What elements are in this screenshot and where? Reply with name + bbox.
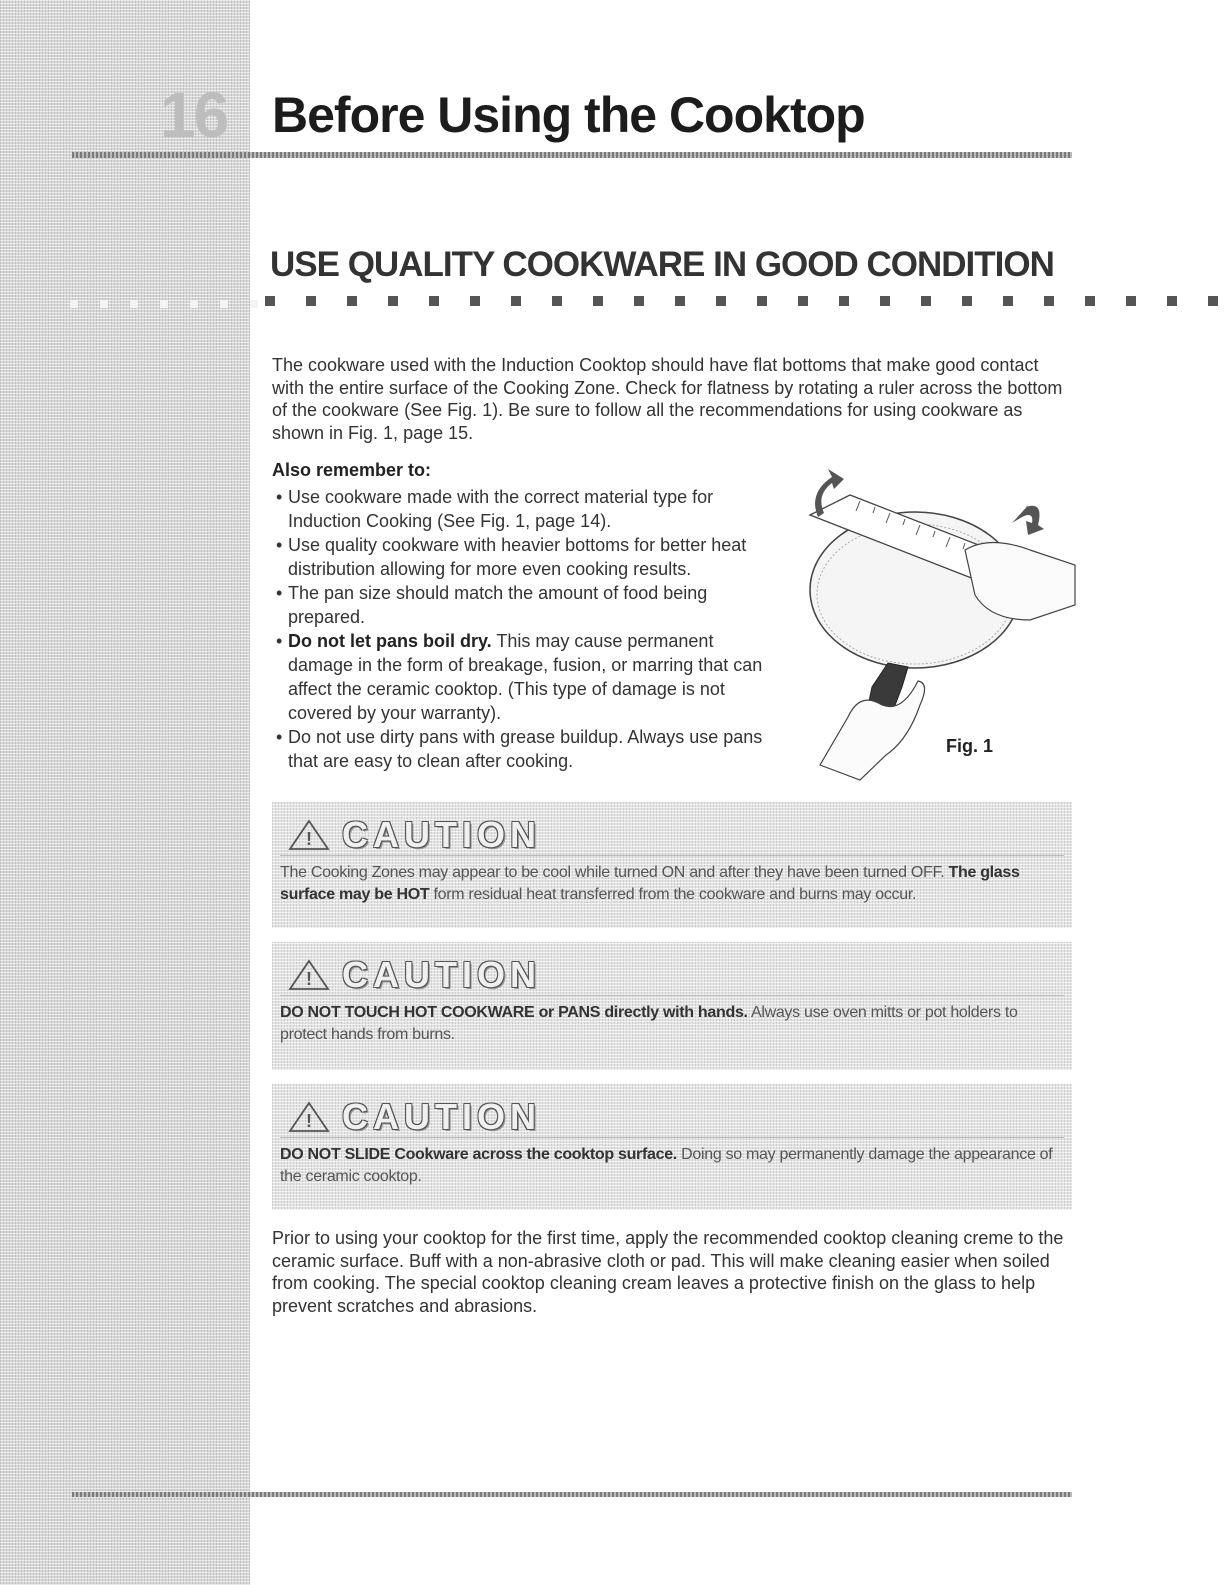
page-number: 16	[160, 79, 228, 151]
caution-title: CAUTION	[342, 1096, 541, 1137]
ruler-on-pan-illustration-icon	[790, 455, 1080, 785]
warning-triangle-icon	[287, 1100, 331, 1134]
bullet-icon: •	[276, 631, 283, 651]
list-item	[272, 485, 772, 533]
page-title: Before Using the Cooktop	[272, 87, 865, 143]
caution-title: CAUTION	[342, 954, 541, 995]
list-item-emphasis: Do not let pans boil dry.	[288, 631, 492, 651]
figure-ruler-on-pan	[790, 455, 1080, 785]
list-item-text: This may cause permanent damage in the form of breakage, fusion, or marring that can affect the ceramic cooktop. (This type of damage is not covered by your warranty).	[288, 631, 763, 723]
svg-text:!: !	[306, 829, 312, 849]
caution-emphasis: DO NOT SLIDE Cookware across the cooktop surface.	[280, 1146, 677, 1163]
svg-text:!: !	[306, 969, 312, 989]
caution-box-1	[272, 802, 1072, 928]
caution-rest-text: Doing so may permanently damage the appearance of the ceramic cooktop.	[280, 1146, 1053, 1185]
list-item	[272, 725, 772, 773]
caution-emphasis: The glass surface may be HOT	[280, 864, 1020, 903]
intro-paragraph: The cookware used with the Induction Cooktop should have flat bottoms that make good contact with the entire surface of the Cooking Zone. Check for flatness by rotating a ruler across the bottom of the cookware (See Fig. 1). Be sure to follow all the recommendations for using cookware as shown in Fig. 1, page 15.	[272, 355, 1063, 443]
caution-normal-text: The Cooking Zones may appear to be cool while turned ON and after they have been turned OFF.	[280, 864, 949, 881]
sidebar-band	[0, 0, 250, 1585]
warning-triangle-icon	[287, 818, 331, 852]
also-remember-heading: Also remember to:	[272, 460, 432, 480]
section-title: USE QUALITY COOKWARE IN GOOD CONDITION	[270, 245, 1054, 284]
closing-paragraph: Prior to using your cooktop for the first time, apply the recommended cooktop cleaning creme to the ceramic surface. Buff with a non-abrasive cloth or pad. This will make cleaning easier when soiled from cooking. The special cooktop cleaning cream leaves a protective finish on the glass to help prevent scratches and abrasions.	[272, 1228, 1064, 1316]
list-item-text: The pan size should match the amount of food being prepared.	[288, 583, 708, 627]
bullet-icon: •	[276, 535, 283, 555]
caution-title: CAUTION	[342, 814, 541, 855]
list-item	[272, 629, 772, 725]
list-item-text: Do not use dirty pans with grease buildup. Always use pans that are easy to clean after cooking.	[288, 727, 763, 771]
caution-text	[280, 862, 1064, 906]
caution-divider	[280, 1137, 1064, 1138]
list-item	[272, 533, 772, 581]
warning-triangle-icon	[287, 958, 331, 992]
caution-divider	[280, 855, 1064, 856]
caution-box-3	[272, 1084, 1072, 1210]
list-item-text: Use cookware made with the correct material type for Induction Cooking (See Fig. 1, page 14).	[288, 487, 714, 531]
caution-text	[280, 1002, 1064, 1046]
sidebar-dots	[70, 300, 258, 308]
caution-rest-text: Always use oven mitts or pot holders to protect hands from burns.	[280, 1004, 1018, 1043]
bullet-icon: •	[276, 487, 283, 507]
bullet-icon: •	[276, 727, 283, 747]
svg-text:!: !	[306, 1111, 312, 1131]
list-item-text: Use quality cookware with heavier bottoms for better heat distribution allowing for more even cooking results.	[288, 535, 747, 579]
caution-emphasis: DO NOT TOUCH HOT COOKWARE or PANS directly with hands.	[280, 1004, 748, 1021]
figure-caption: Fig. 1	[946, 736, 994, 756]
caution-rest-text: form residual heat transferred from the cookware and burns may occur.	[429, 886, 917, 903]
footer-divider	[72, 1492, 1072, 1497]
list-item	[272, 581, 772, 629]
section-square-divider	[265, 296, 1218, 306]
recommendation-list	[272, 485, 772, 773]
caution-divider	[280, 995, 1064, 996]
caution-text	[280, 1144, 1064, 1188]
caution-box-2	[272, 942, 1072, 1070]
header-divider	[72, 152, 1072, 158]
bullet-icon: •	[276, 583, 283, 603]
